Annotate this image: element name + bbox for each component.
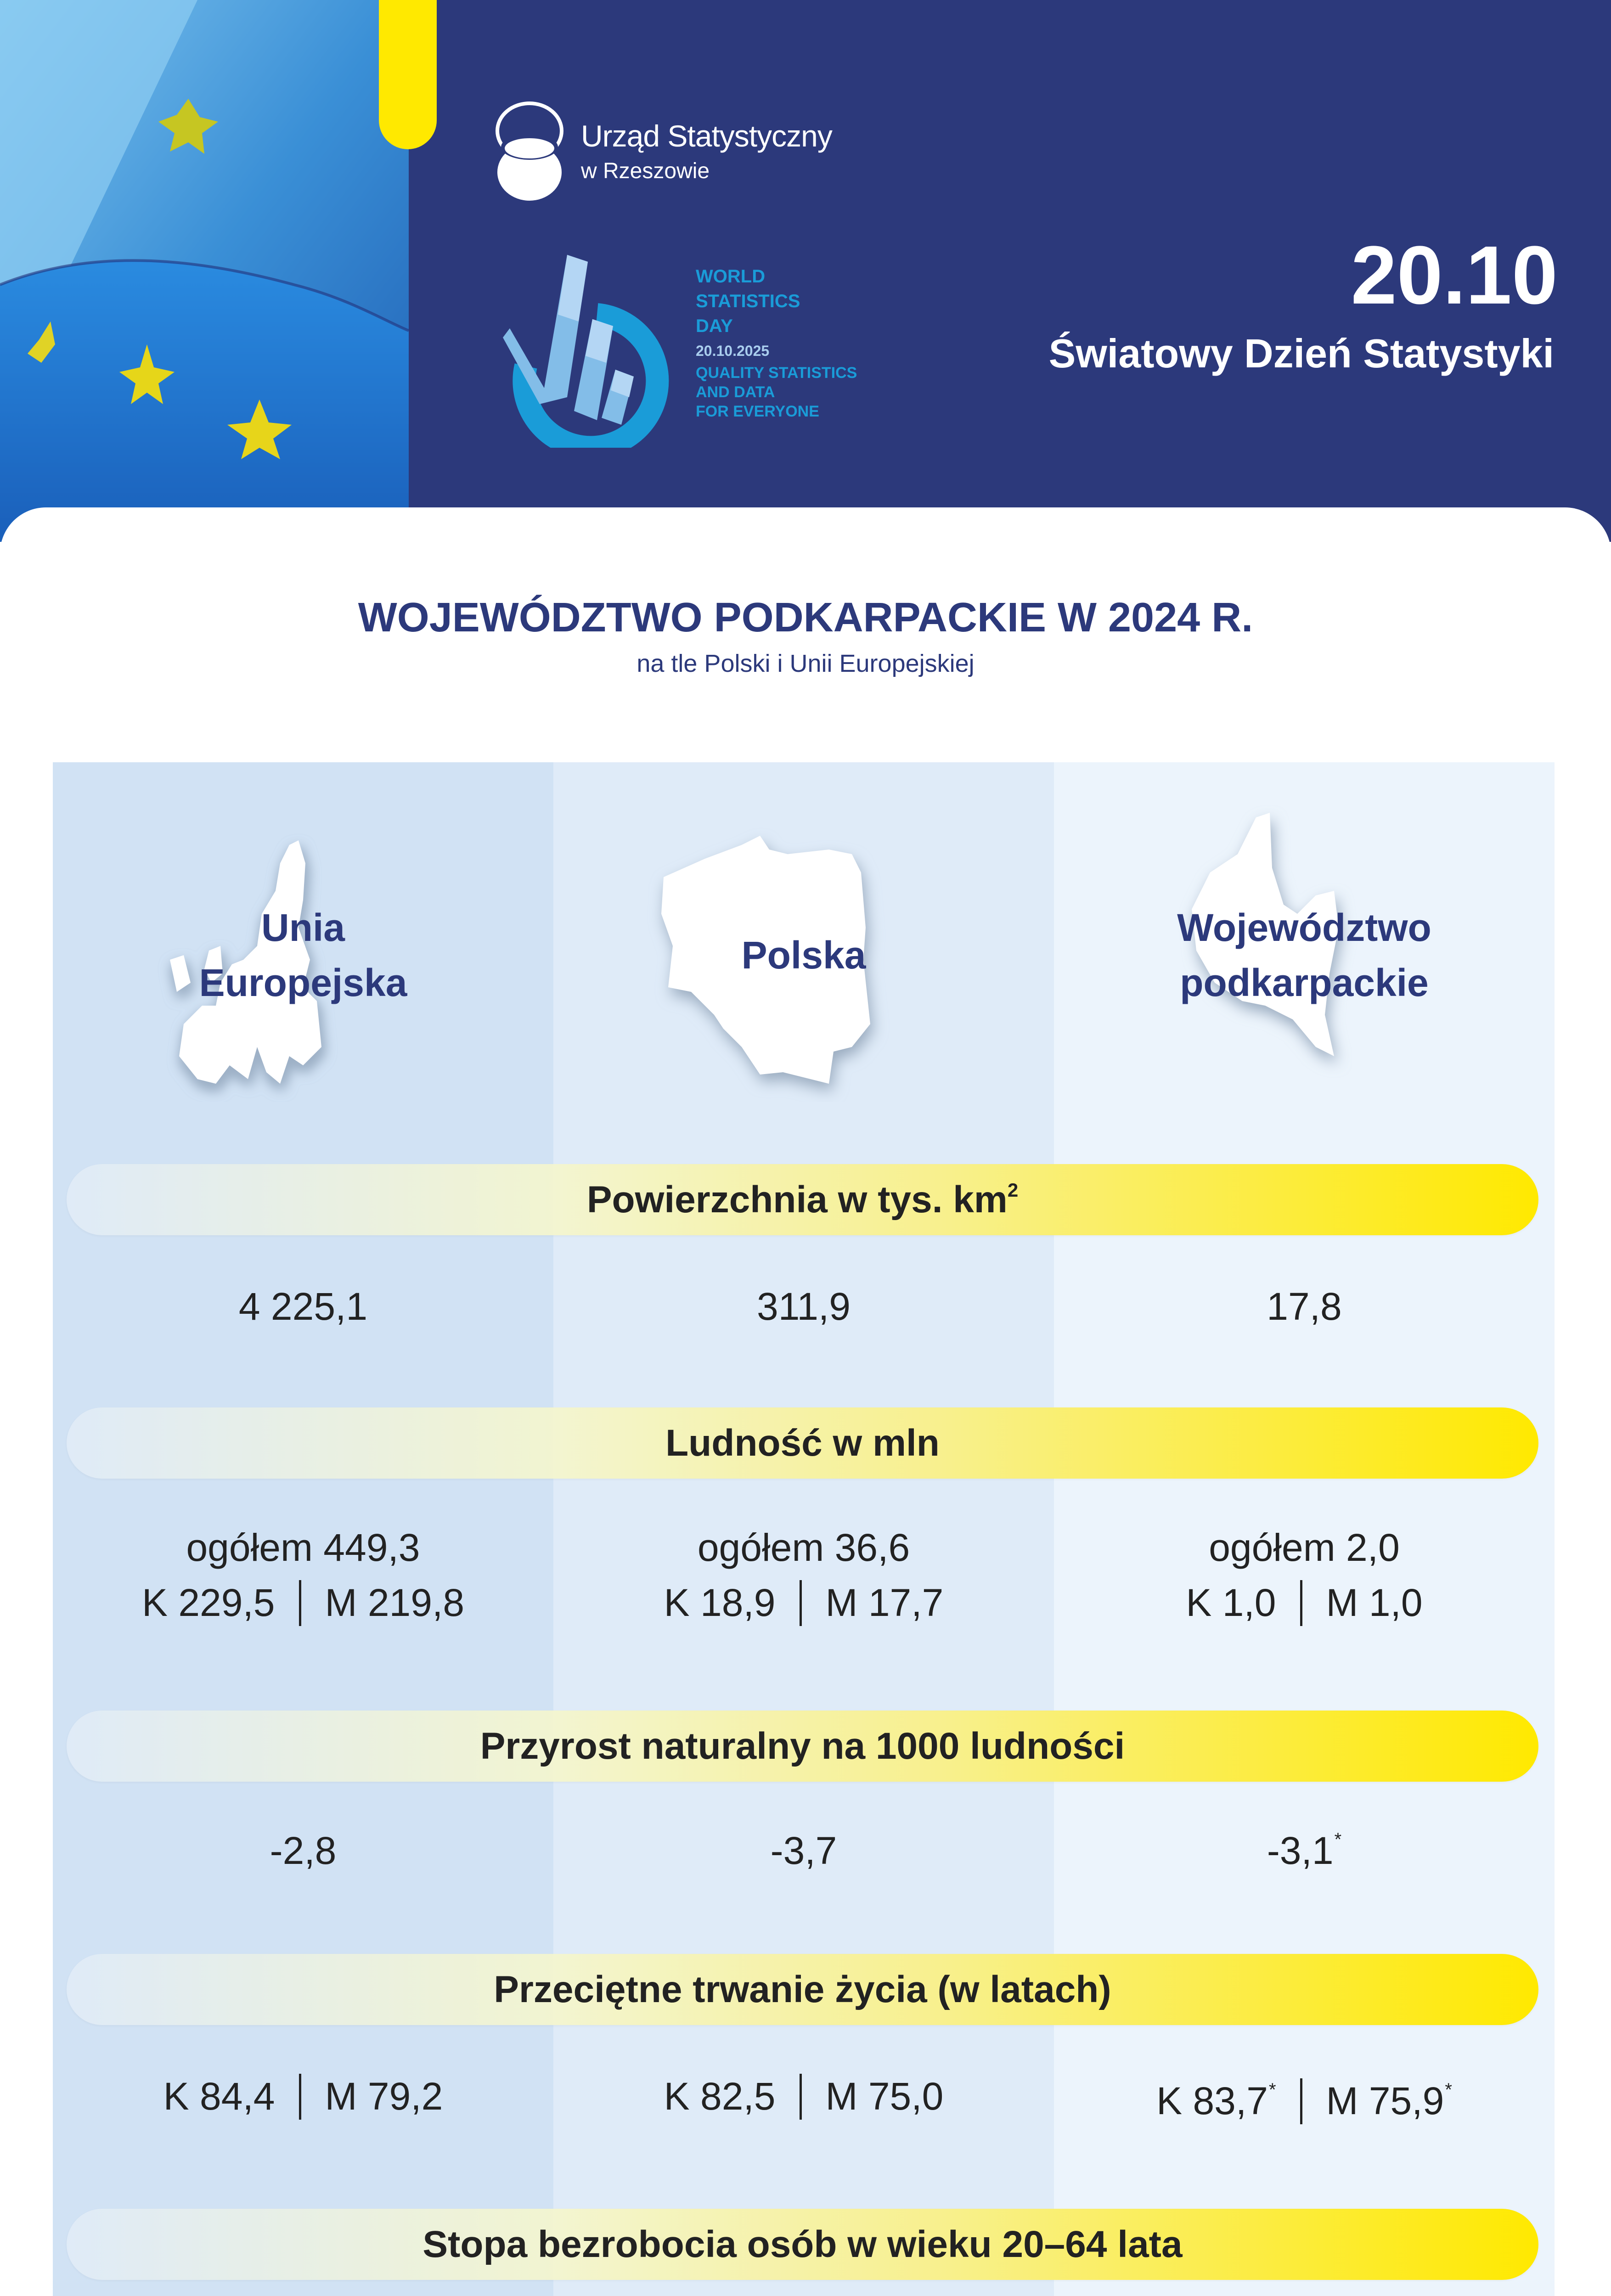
wsd-title-line-3: DAY (696, 316, 733, 336)
row-header-natural-increase (67, 1711, 1538, 1782)
yellow-accent-bar (379, 0, 437, 149)
row-header-life-expectancy (67, 1954, 1538, 2025)
wsd-title-line-1: WORLD (696, 266, 766, 287)
population-men-podkarpackie: M 1,0 (1326, 1581, 1423, 1624)
natural-increase-eu: -2,8 (270, 1829, 337, 1872)
separator (1300, 1580, 1302, 1626)
wsd-slogan-line-2: AND DATA (696, 383, 775, 401)
separator (800, 1580, 802, 1626)
column-title-podkarpackie-line1: Województwo (1177, 906, 1431, 949)
footnote-marker: * (1445, 2080, 1452, 2100)
separator (299, 1580, 301, 1626)
row-header-population (67, 1407, 1538, 1479)
natural-increase-poland: -3,7 (770, 1829, 837, 1872)
row-header-unemployment (67, 2209, 1538, 2280)
event-date: 20.10 (1351, 229, 1558, 321)
wsd-date: 20.10.2025 (696, 343, 770, 359)
population-sex-eu (53, 1577, 553, 1629)
population-total-eu: ogółem 449,3 (186, 1526, 420, 1569)
page-title: WOJEWÓDZTWO PODKARPACKIE W 2024 R. (358, 595, 1253, 641)
row-header-unemployment-label: Stopa bezrobocia osób w wieku 20–64 lata (422, 2223, 1183, 2265)
office-name: Urząd Statystyczny (581, 119, 832, 153)
column-title-podkarpackie (1054, 900, 1555, 1010)
wsd-slogan-line-3: FOR EVERYONE (696, 403, 819, 420)
column-title-poland: Polska (741, 934, 866, 977)
event-name: Światowy Dzień Statystyki (1048, 331, 1554, 376)
area-label-superscript: 2 (1007, 1179, 1019, 1201)
life-expectancy-men-eu: M 79,2 (325, 2075, 443, 2118)
eu-flag-photo (0, 0, 409, 542)
life-expectancy-men-podkarpackie: M 75,9 (1326, 2079, 1444, 2122)
statistics-office-logo-icon (494, 99, 567, 207)
column-title-eu-line1: Unia (261, 906, 345, 949)
page-subtitle: na tle Polski i Unii Europejskiej (637, 650, 974, 677)
area-value-podkarpackie: 17,8 (1267, 1285, 1342, 1328)
row-header-area (67, 1164, 1538, 1235)
population-women-poland: K 18,9 (664, 1581, 776, 1624)
population-sex-podkarpackie (1054, 1577, 1555, 1629)
population-men-poland: M 17,7 (825, 1581, 944, 1624)
column-title-podkarpackie-line2: podkarpackie (1180, 961, 1429, 1004)
row-header-life-expectancy-label: Przeciętne trwanie życia (w latach) (494, 1969, 1111, 2010)
row-header-natural-increase-label: Przyrost naturalny na 1000 ludności (480, 1725, 1125, 1767)
comparison-table (53, 762, 1555, 2296)
life-expectancy-women-podkarpackie: K 83,7 (1156, 2079, 1268, 2122)
footnote-marker: * (1334, 1829, 1342, 1850)
area-value-eu: 4 225,1 (238, 1285, 368, 1328)
area-value-poland: 311,9 (757, 1285, 851, 1328)
life-expectancy-podkarpackie (1054, 2076, 1555, 2133)
wsd-slogan-line-1: QUALITY STATISTICS (696, 364, 857, 382)
population-men-eu: M 219,8 (325, 1581, 465, 1624)
population-total-poland: ogółem 36,6 (697, 1526, 910, 1569)
office-city: w Rzeszowie (581, 159, 710, 183)
life-expectancy-poland (553, 2071, 1054, 2122)
natural-increase-podkarpackie-value: -3,1 (1267, 1829, 1334, 1872)
separator (800, 2074, 802, 2120)
natural-increase-podkarpackie (1054, 1825, 1555, 1883)
separator (1300, 2078, 1302, 2124)
wsd-title-line-2: STATISTICS (696, 291, 800, 311)
population-women-eu: K 229,5 (141, 1581, 275, 1624)
row-header-area-label (67, 1164, 1538, 1235)
row-header-population-label: Ludność w mln (665, 1422, 940, 1464)
life-expectancy-women-poland: K 82,5 (664, 2075, 776, 2118)
population-total-podkarpackie: ogółem 2,0 (1209, 1526, 1400, 1569)
footnote-marker: * (1268, 2080, 1276, 2100)
world-statistics-day-logo-icon (498, 246, 682, 450)
population-sex-poland (553, 1577, 1054, 1629)
column-title-eu (53, 900, 553, 1010)
column-title-eu-line2: Europejska (199, 961, 407, 1004)
separator (299, 2074, 301, 2120)
life-expectancy-men-poland: M 75,0 (825, 2075, 944, 2118)
area-label-text: Powierzchnia w tys. km (586, 1179, 1008, 1221)
life-expectancy-women-eu: K 84,4 (163, 2075, 275, 2118)
life-expectancy-eu (53, 2071, 553, 2122)
population-women-podkarpackie: K 1,0 (1186, 1581, 1276, 1624)
